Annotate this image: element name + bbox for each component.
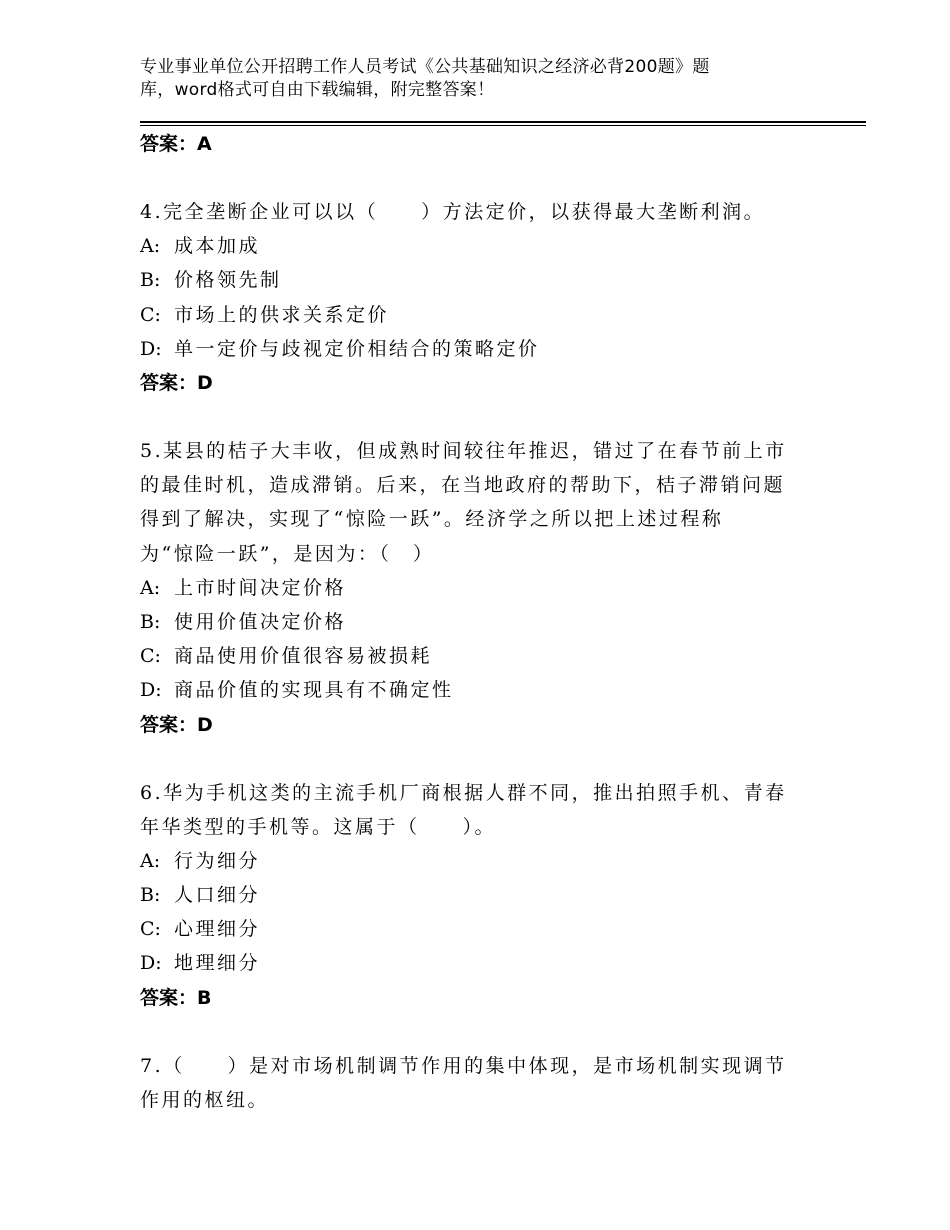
option-d — [140, 332, 830, 366]
option-letter: D: — [140, 337, 162, 360]
header-line-2: 库，word格式可自由下载编辑，附完整答案！ — [140, 80, 495, 100]
option-text: 价格领先制 — [174, 269, 282, 292]
question-text — [140, 776, 830, 844]
answer-line: 答案：D — [140, 371, 213, 394]
spacer — [140, 742, 830, 776]
option-text: 成本加成 — [174, 235, 261, 258]
option-c — [140, 639, 830, 673]
option-letter: B: — [140, 610, 161, 633]
header-divider-thin — [140, 125, 866, 126]
option-b — [140, 605, 830, 639]
option-c — [140, 298, 830, 332]
question-line: 4.完全垄断企业可以以（ ）方法定价，以获得最大垄断利润。 — [140, 201, 766, 223]
option-b — [140, 263, 830, 297]
option-letter: B: — [140, 269, 161, 292]
option-b — [140, 878, 830, 912]
option-d — [140, 673, 830, 707]
option-text: 商品使用价值很容易被损耗 — [174, 645, 433, 668]
question-block — [140, 195, 830, 400]
answer-line: 答案：A — [140, 133, 212, 155]
header-divider-thick — [140, 121, 866, 123]
option-text: 心理细分 — [174, 918, 261, 941]
spacer — [140, 161, 830, 195]
option-letter: A: — [140, 576, 161, 599]
question-line: 得到了解决，实现了“惊险一跃”。经济学之所以把上述过程称 — [140, 508, 724, 531]
spacer — [140, 1015, 830, 1049]
question-line: 的最佳时机，造成滞销。后来，在当地政府的帮助下，桔子滞销问题 — [140, 474, 786, 497]
option-text: 上市时间决定价格 — [174, 576, 347, 599]
option-letter: D: — [140, 679, 162, 702]
question-line: 5.某县的桔子大丰收，但成熟时间较往年推迟，错过了在春节前上市 — [140, 439, 787, 462]
option-text: 使用价值决定价格 — [174, 610, 347, 633]
question-line: 年华类型的手机等。这属于（ ）。 — [140, 815, 497, 838]
spacer — [140, 400, 830, 434]
option-text: 行为细分 — [174, 849, 261, 872]
option-a — [140, 229, 830, 263]
option-letter: A: — [140, 849, 161, 872]
option-letter: C: — [140, 918, 161, 941]
option-text: 地理细分 — [174, 952, 261, 975]
question-line: 7.（ ）是对市场机制调节作用的集中体现，是市场机制实现调节 — [140, 1054, 787, 1077]
question-line: 作用的枢纽。 — [140, 1088, 270, 1111]
question-text — [140, 1049, 830, 1117]
page-header — [140, 56, 780, 102]
answer-line: 答案：B — [140, 986, 212, 1009]
option-text: 商品价值的实现具有不确定性 — [174, 679, 454, 702]
question-line: 为“惊险一跃”，是因为：（ ） — [140, 542, 435, 565]
option-letter: A: — [140, 235, 161, 258]
option-a — [140, 844, 830, 878]
document-body — [140, 127, 830, 1117]
question-text — [140, 195, 830, 229]
option-text: 单一定价与歧视定价相结合的策略定价 — [174, 337, 540, 360]
question-text — [140, 434, 830, 571]
header-line-1: 专业事业单位公开招聘工作人员考试《公共基础知识之经济必背200题》题 — [140, 57, 710, 77]
option-text: 人口细分 — [174, 884, 261, 907]
option-letter: B: — [140, 884, 161, 907]
question-line: 6.华为手机这类的主流手机厂商根据人群不同，推出拍照手机、青春 — [140, 781, 787, 804]
question-block — [140, 434, 830, 742]
option-letter: D: — [140, 952, 162, 975]
option-d — [140, 946, 830, 980]
option-letter: C: — [140, 303, 161, 326]
question-block — [140, 776, 830, 1015]
option-a — [140, 571, 830, 605]
question-block — [140, 1049, 830, 1117]
answer-line: 答案：D — [140, 713, 213, 736]
option-letter: C: — [140, 645, 161, 668]
option-c — [140, 912, 830, 946]
option-text: 市场上的供求关系定价 — [174, 303, 390, 326]
